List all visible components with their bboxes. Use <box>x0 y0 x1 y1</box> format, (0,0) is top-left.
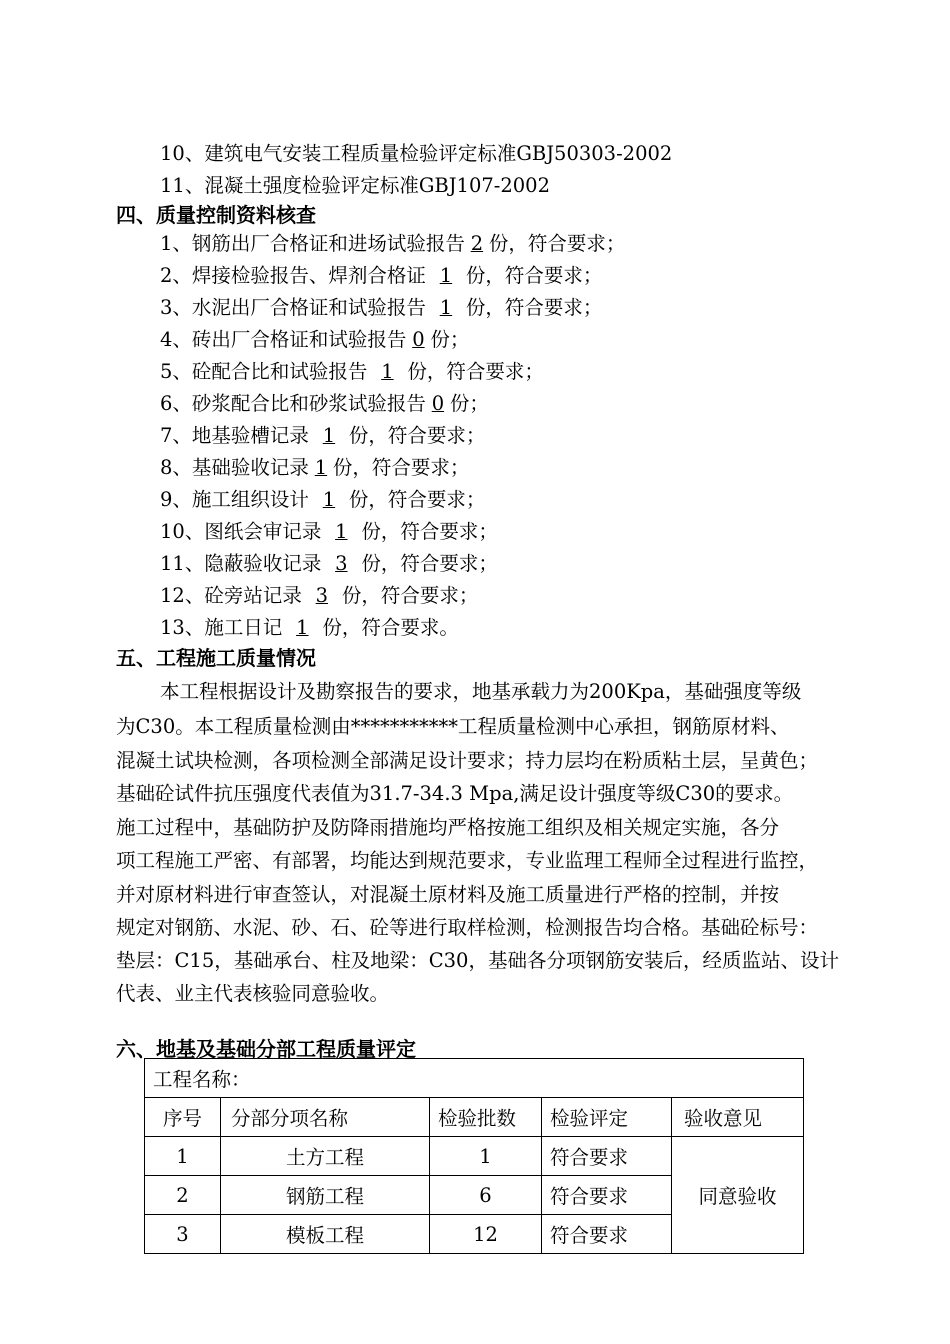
checklist-item: 11、隐蔽验收记录 3 份，符合要求； <box>160 550 498 578</box>
checklist-item: 2、焊接检验报告、焊剂合格证 1 份，符合要求； <box>160 262 602 290</box>
table-row <box>145 1059 804 1098</box>
paragraph-line: 规定对钢筋、水泥、砂、石、砼等进行取样检测，检测报告均合格。基础砼标号： <box>116 916 819 939</box>
row-number: 1 <box>145 1137 221 1176</box>
count-value: 1 <box>314 456 328 479</box>
checklist-item: 3、水泥出厂合格证和试验报告 1 份，符合要求； <box>160 294 602 322</box>
count-value: 1 <box>381 360 394 383</box>
standard-item: 11、混凝土强度检验评定标准GBJ107-2002 <box>160 174 550 197</box>
evaluation-result: 符合要求 <box>542 1137 672 1176</box>
count-value: 1 <box>439 264 453 287</box>
project-name-cell: 工程名称： <box>145 1059 804 1098</box>
checklist-item: 4、砖出厂合格证和试验报告 0 份； <box>160 326 469 354</box>
paragraph-line: 基础砼试件抗压强度代表值为31.7-34.3 Mpa,满足设计强度等级C30的要求。 <box>116 782 794 805</box>
paragraph-line: 混凝土试块检测，各项检测全部满足设计要求；持力层均在粉质粘土层，呈黄色； <box>116 749 819 772</box>
column-header: 序号 <box>145 1098 221 1137</box>
count-value: 1 <box>335 520 348 543</box>
checklist-item: 7、地基验槽记录 1 份，符合要求； <box>160 422 485 450</box>
acceptance-opinion: 同意验收 <box>672 1137 804 1254</box>
checklist-item: 12、砼旁站记录 3 份，符合要求； <box>160 582 478 610</box>
column-header: 验收意见 <box>672 1098 804 1137</box>
count-value: 1 <box>322 488 336 511</box>
row-number: 2 <box>145 1176 221 1215</box>
evaluation-result: 符合要求 <box>542 1215 672 1254</box>
item-name: 模板工程 <box>221 1215 430 1254</box>
checklist-item: 8、基础验收记录 1 份，符合要求； <box>160 454 469 482</box>
checklist-item: 1、钢筋出厂合格证和进场试验报告 2 份，符合要求； <box>160 230 625 258</box>
item-name: 土方工程 <box>221 1137 430 1176</box>
column-header: 分部分项名称 <box>221 1098 430 1137</box>
column-header: 检验评定 <box>542 1098 672 1137</box>
count-value: 0 <box>431 392 445 415</box>
evaluation-result: 符合要求 <box>542 1176 672 1215</box>
section-heading: 六、地基及基础分部工程质量评定 <box>116 1037 416 1061</box>
table-row <box>145 1137 804 1176</box>
count-value: 3 <box>315 584 329 607</box>
count-value: 3 <box>335 552 348 575</box>
paragraph-line: 代表、业主代表核验同意验收。 <box>116 982 390 1005</box>
count-value: 2 <box>470 232 484 255</box>
paragraph-line: 项工程施工严密、有部署，均能达到规范要求，专业监理工程师全过程进行监控， <box>116 849 819 872</box>
section-heading: 四、质量控制资料核查 <box>116 203 316 227</box>
paragraph-line: 本工程根据设计及勘察报告的要求，地基承载力为200Kpa，基础强度等级 <box>160 680 802 703</box>
batch-count: 12 <box>430 1215 542 1254</box>
checklist-item: 6、砂浆配合比和砂浆试验报告 0 份； <box>160 390 489 418</box>
section-heading: 五、工程施工质量情况 <box>116 646 316 670</box>
paragraph-line: 施工过程中，基础防护及防降雨措施均严格按施工组织及相关规定实施，各分 <box>116 816 780 839</box>
evaluation-table <box>144 1058 804 1254</box>
paragraph-line: 并对原材料进行审查签认，对混凝土原材料及施工质量进行严格的控制，并按 <box>116 883 780 906</box>
row-number: 3 <box>145 1215 221 1254</box>
count-value: 1 <box>439 296 453 319</box>
table-header-row <box>145 1098 804 1137</box>
standard-item: 10、建筑电气安装工程质量检验评定标准GBJ50303-2002 <box>160 142 673 165</box>
item-name: 钢筋工程 <box>221 1176 430 1215</box>
checklist-item: 5、砼配合比和试验报告 1 份，符合要求； <box>160 358 544 386</box>
checklist-item: 10、图纸会审记录 1 份，符合要求； <box>160 518 498 546</box>
count-value: 0 <box>412 328 425 351</box>
count-value: 1 <box>322 424 336 447</box>
count-value: 1 <box>296 616 309 639</box>
column-header: 检验批数 <box>430 1098 542 1137</box>
checklist-item: 13、施工日记 1 份，符合要求。 <box>160 614 459 642</box>
batch-count: 1 <box>430 1137 542 1176</box>
batch-count: 6 <box>430 1176 542 1215</box>
checklist-item: 9、施工组织设计 1 份，符合要求； <box>160 486 485 514</box>
paragraph-line: 为C30。本工程质量检测由***********工程质量检测中心承担，钢筋原材料、 <box>116 715 790 738</box>
paragraph-line: 垫层：C15，基础承台、柱及地梁：C30，基础各分项钢筋安装后，经质监站、设计 <box>116 949 839 972</box>
